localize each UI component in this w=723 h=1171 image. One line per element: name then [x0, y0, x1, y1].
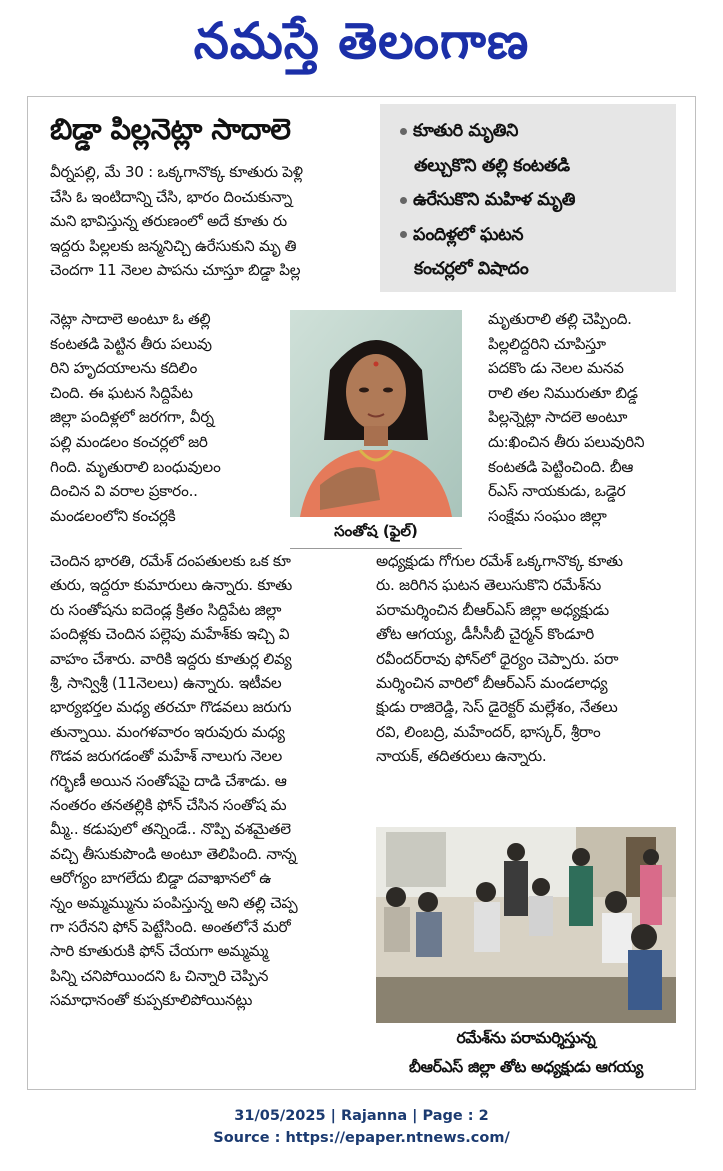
divider — [290, 548, 462, 549]
article-text-line: శ్రీ, సాన్విశ్రీ (11నెలలు) ఉన్నారు. ఇటీవల — [50, 674, 282, 692]
article-text-line: కంటతడి పెట్టించింది. బీఆ — [488, 457, 634, 476]
article-text-line: పిల్లలిద్దరిని చూపిస్తూ — [488, 334, 606, 353]
article-text-line: క్షుడు రాజిరెడ్డి, సెస్ డైరెక్టర్ మల్లేశం, నేతలు — [376, 698, 618, 717]
article-text-line: నాయక్, తదితరులు ఉన్నారు. — [376, 747, 547, 766]
highlights-box — [380, 104, 676, 292]
article-text-line: మ్మీ.. కడుపులో తన్నిండే.. నొప్పి వశమైతలె — [50, 820, 291, 839]
article-text-line: ర్ఎస్ నాయకుడు, ఒడ్డెర — [488, 482, 626, 501]
highlight-item: పందిళ్లలో ఘటన — [400, 218, 662, 253]
article-text-line: రు సంతోషను ఐదెండ్ల క్రితం సిద్దిపేట జిల్లా — [50, 600, 282, 619]
article-text-line: నెట్లా సాదాలె అంటూ ఓ తల్లి — [50, 310, 211, 328]
portrait-caption: సంతోష (ఫైల్) — [334, 522, 418, 540]
article-text-line: తోట ఆగయ్య, డీసీసీబీ చైర్మన్ కొండూరి — [376, 625, 595, 644]
group-photo-caption-line1: రమేశ్‌ను పరామర్శిస్తున్న — [456, 1029, 596, 1047]
bullet-icon — [400, 231, 407, 238]
group-photo-caption-line2: బీఆర్ఎస్ జిల్లా తోట అధ్యక్షుడు ఆగయ్య — [408, 1058, 644, 1076]
footer-date-edition: 31/05/2025 | Rajanna | Page : 2 — [234, 1108, 489, 1124]
article-text-line: చేసి ఓ ఇంటిదాన్ని చేసి, భారం దించుకున్నా — [50, 187, 292, 206]
article-text-line: పిల్లన్నెట్లా సాదలె అంటూ — [488, 408, 628, 427]
article-text-line: పిన్ని చనిపోయిందని ఓ చిన్నారి చెప్పిన — [50, 966, 269, 985]
highlight-item: తల్చుకొని తల్లి కంటతడి — [414, 155, 570, 176]
article-text-line: రిని హృదయాలను కదిలిం — [50, 359, 197, 378]
article-text-line: గర్భిణీ అయిన సంతోషపై దాడి చేశాడు. ఆ — [50, 771, 287, 790]
article-text-line: పరామర్శించిన బీఆర్ఎస్ జిల్లా అధ్యక్షుడు — [376, 600, 609, 619]
article-text-line: తురు, ఇద్దరూ కుమారులు ఉన్నారు. కూతు — [50, 576, 292, 595]
article-text-line: నంతరం తనతల్లికి ఫోన్ చేసిన సంతోష మ — [50, 796, 287, 814]
article-text-line: దించిన వి వరాల ప్రకారం.. — [50, 482, 198, 501]
article-text-line: సంక్షేమ సంఘం జిల్లా — [488, 506, 607, 525]
bullet-icon — [400, 128, 407, 135]
article-text-line: మృతురాలి తల్లి చెప్పింది. — [488, 310, 632, 328]
article-text-line: వీర్నపల్లి, మే 30 : ఒక్కగానొక్క కూతురు పెళ్లి — [50, 163, 303, 181]
article-text-line: వచ్చి తీసుకుపొండి అంటూ తెలిపింది. నాన్న — [50, 844, 297, 863]
article-text-line: పందిళ్లకు చెందిన పల్లెపు మహేశ్‌కు ఇచ్చి వి — [50, 625, 290, 644]
article-text-line: రవీందర్‌రావు ఫోన్‌లో ధైర్యం చెప్పారు. పరా — [376, 649, 619, 668]
article-text-line: రు. జరిగిన ఘటన తెలుసుకొని రమేశ్‌ను — [376, 576, 601, 595]
masthead — [0, 0, 723, 82]
article-text-line: సమాధానంతో కుప్పకూలిపోయినట్లు — [50, 991, 253, 1010]
group-photo — [376, 827, 676, 1023]
article-text-line: మని భావిస్తున్న తరుణంలో అదే కూతు రు — [50, 212, 287, 231]
article-text-line: గొడవ జరుగడంతో మహేశ్ నాలుగు నెలల — [50, 747, 282, 766]
article-text-line: రాలి తల నిమురుతూ బిడ్డ — [488, 383, 638, 402]
article-text-line: జిల్లా పందిళ్లలో జరగగా, వీర్న — [50, 408, 214, 427]
article-text-line: తున్నాయి. మంగళవారం ఇరువురు మధ్య — [50, 722, 285, 741]
article-text-line: కంటతడి పెట్టిన తీరు పలువు — [50, 334, 212, 353]
highlight-item: కూతురి మృతిని — [400, 114, 662, 149]
article-text-line: చెందిన భారతి, రమేశ్ దంపతులకు ఒక కూ — [50, 552, 291, 570]
footer-source: Source : https://epaper.ntnews.com/ — [213, 1130, 510, 1146]
article-text-line: పదకొం డు నెలల మనవ — [488, 359, 624, 378]
article-text-line: వాహం చేశారు. వారికి ఇద్దరు కూతుర్ల లివ్య — [50, 649, 292, 668]
highlight-item: కంచర్లలో విషాదం — [414, 259, 529, 279]
article-text-line: చెందగా 11 నెలల పాపను చూస్తూ బిడ్డా పిల్ల — [50, 261, 301, 280]
article-text-line: పల్లి మండలం కంచర్లలో జరి — [50, 433, 208, 451]
article-headline: బిడ్డా పిల్లనెట్లా సాదాలె — [50, 112, 291, 146]
article-text-line: గింది. మృతురాలి బంధువులం — [50, 457, 221, 476]
highlight-item: ఉరేసుకొని మహిళ మృతి — [400, 183, 662, 218]
article-text-line: అధ్యక్షుడు గోగుల రమేశ్ ఒక్కగానొక్క కూతు — [376, 552, 623, 570]
article-text-line: మండలంలోని కంచర్లకి — [50, 506, 176, 525]
article-text-line: ఆరోగ్యం బాగలేదు బిడ్డా దవాఖానలో ఉ — [50, 869, 272, 888]
portrait-photo — [290, 310, 462, 517]
bullet-icon — [400, 197, 407, 204]
article-text-line: రవి, లింబద్రి, మహేందర్, భాస్కర్, శ్రీరాం — [376, 722, 601, 741]
article-text-line: భార్యభర్తల మధ్య తరచూ గొడవలు జరుగు — [50, 698, 292, 717]
newspaper-logo: నమస్తే తెలంగాణ — [193, 12, 530, 70]
article-text-line: సారి కూతురుకి ఫోన్ చేయగా అమ్మమ్మ — [50, 942, 268, 961]
article-text-line: ఇద్దరు పిల్లలకు జన్మనిచ్చి ఉరేసుకుని మృ తి — [50, 236, 297, 255]
article-text-line: దు:ఖించిన తీరు పలువురిని — [488, 433, 645, 451]
article-text-line: మర్శించిన వారిలో బీఆర్ఎస్ మండలాధ్య — [376, 674, 608, 692]
article-text-line: న్నం అమ్మమ్మును పంపిస్తున్న అని తల్లి చెప్ప — [50, 893, 298, 912]
article-text-line: గా సరేనని ఫోన్ పెట్టేసింది. అంతలోనే మరో — [50, 918, 291, 936]
article-text-line: చింది. ఈ ఘటన సిద్దిపేట — [50, 383, 193, 402]
